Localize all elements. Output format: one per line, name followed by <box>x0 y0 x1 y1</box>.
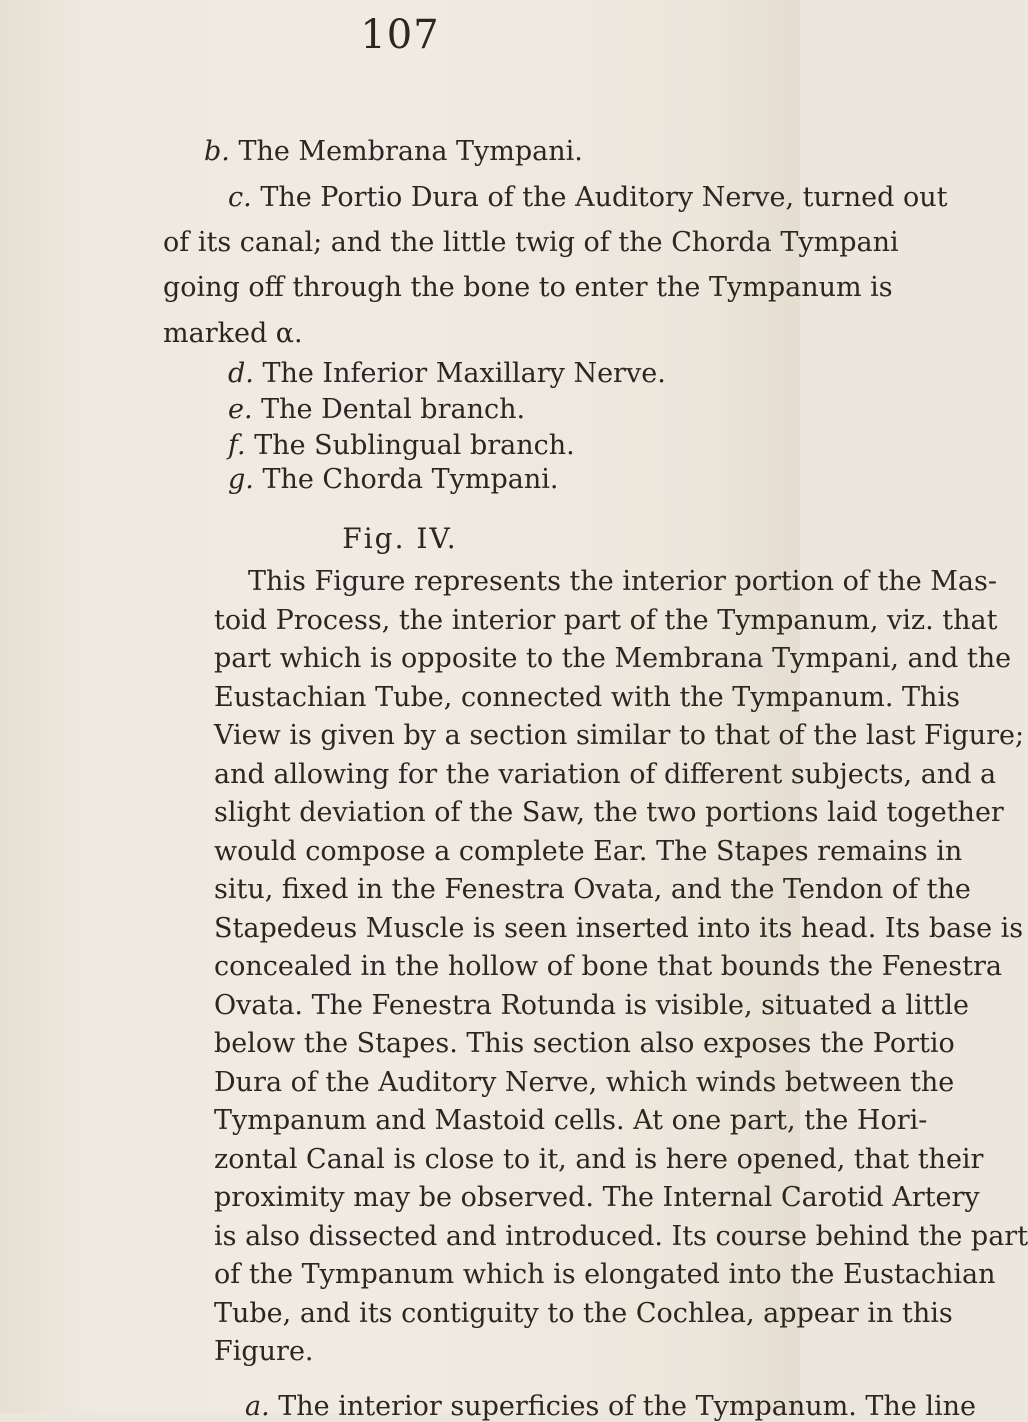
paragraph-line: Ovata. The Fenestra Rotunda is visible, situated a little <box>214 990 969 1021</box>
item-letter: d. <box>228 358 254 389</box>
page-number: 107 <box>360 12 440 58</box>
paragraph-line: concealed in the hollow of bone that bounds the Fenestra <box>214 951 1002 982</box>
paragraph-line: Eustachian Tube, connected with the Tympanum. This <box>214 682 960 713</box>
figure-heading: Fig. IV. <box>342 522 458 555</box>
paragraph-line: zontal Canal is close to it, and is here opened, that their <box>214 1144 984 1175</box>
paragraph-line: and allowing for the variation of different subjects, and a <box>214 759 997 790</box>
list-item-d <box>228 360 666 387</box>
item-text: The Inferior Maxillary Nerve. <box>262 358 666 389</box>
item-text: The Chorda Tympani. <box>262 464 559 495</box>
list-item-c <box>228 182 948 213</box>
item-letter: b. <box>204 136 230 167</box>
paragraph-line: would compose a complete Ear. The Stapes remains in <box>214 836 963 867</box>
paragraph-line: slight deviation of the Saw, the two portions laid together <box>214 797 1004 828</box>
paragraph-line: Stapedeus Muscle is seen inserted into its head. Its base is <box>214 913 1024 944</box>
paragraph-line: part which is opposite to the Membrana Tympani, and the <box>214 643 1012 674</box>
item-c-continuation-line: marked α. <box>163 318 303 349</box>
paragraph-line: View is given by a section similar to that of the last Figure; <box>214 720 1025 751</box>
item-text: The Membrana Tympani. <box>238 136 583 167</box>
item-text: The Dental branch. <box>261 394 526 425</box>
paragraph-line: Tympanum and Mastoid cells. At one part, the Hori- <box>214 1105 928 1136</box>
paragraph-line: toid Process, the interior part of the Tympanum, viz. that <box>214 605 998 636</box>
paragraph-line: This Figure represents the interior portion of the Mas- <box>248 566 997 597</box>
list-item-g <box>228 466 558 493</box>
list-item-e <box>228 396 525 423</box>
item-text: The Portio Dura of the Auditory Nerve, turned out <box>260 182 948 213</box>
paragraph-line: below the Stapes. This section also exposes the Portio <box>214 1028 955 1059</box>
paragraph-line: Figure. <box>214 1336 314 1367</box>
item-c-continuation-line: of its canal; and the little twig of the Chorda Tympani <box>163 227 899 258</box>
paragraph-line: Dura of the Auditory Nerve, which winds between the <box>214 1067 955 1098</box>
list-item-a <box>245 1391 976 1422</box>
item-letter: e. <box>228 394 253 425</box>
item-letter: c. <box>228 182 252 213</box>
item-letter: f. <box>228 430 246 461</box>
item-text: The Sublingual branch. <box>254 430 575 461</box>
paragraph-line: proximity may be observed. The Internal Carotid Artery <box>214 1182 980 1213</box>
item-text: The interior superficies of the Tympanum. The line <box>278 1391 976 1422</box>
list-item-b <box>204 138 583 165</box>
paragraph-line: Tube, and its contiguity to the Cochlea, appear in this <box>214 1298 953 1329</box>
paragraph-line: is also dissected and introduced. Its course behind the part <box>214 1221 1028 1252</box>
list-item-f <box>228 432 575 459</box>
item-letter: a. <box>245 1391 270 1422</box>
paragraph-line: of the Tympanum which is elongated into the Eustachian <box>214 1259 996 1290</box>
item-c-continuation-line: going off through the bone to enter the Tympanum is <box>163 272 893 303</box>
paragraph-line: situ, fixed in the Fenestra Ovata, and the Tendon of the <box>214 874 971 905</box>
item-letter: g. <box>228 464 254 495</box>
